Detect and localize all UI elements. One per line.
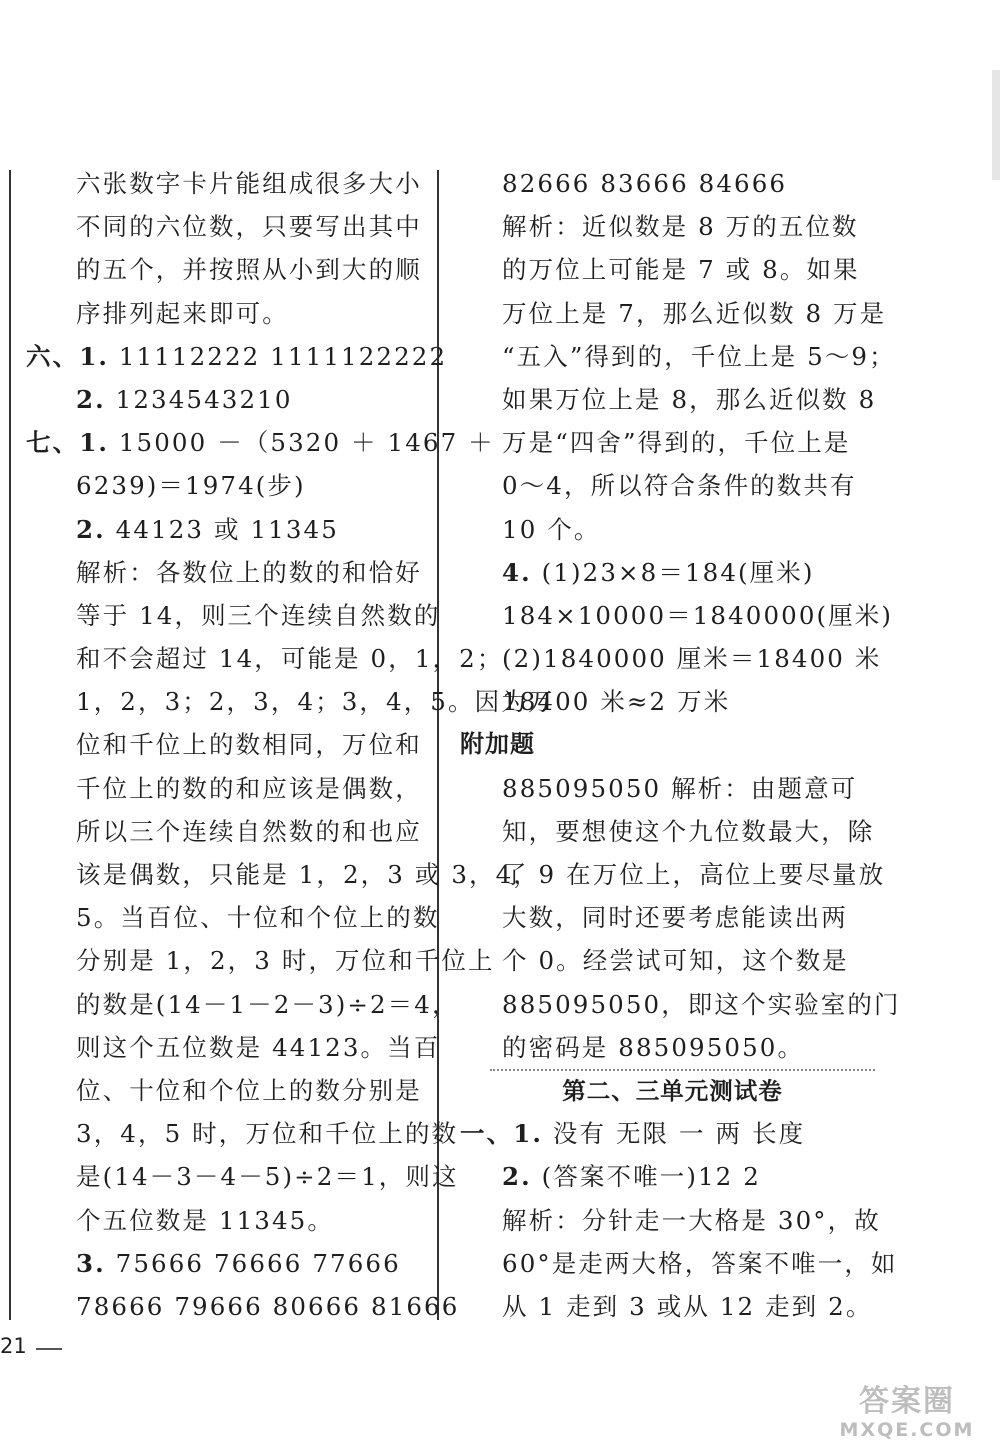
answer-line: 大数，同时还要考虑能读出两 <box>502 903 848 933</box>
answer-line: 的五个，并按照从小到大的顺 <box>76 255 422 285</box>
answer-text: 没有 无限 一 两 长度 <box>542 1119 806 1149</box>
answer-line: 0～4，所以符合条件的数共有 <box>502 471 857 501</box>
answer-line: 的密码是 885095050。 <box>502 1032 805 1062</box>
answer-line <box>26 508 426 551</box>
question-number: 2. <box>76 384 106 414</box>
answer-line: 知，要想使这个九位数最大，除 <box>502 816 875 846</box>
answer-line: 885095050 解析：由题意可 <box>502 773 858 803</box>
answer-line <box>460 551 865 594</box>
question-number: 六、1. <box>26 341 109 371</box>
question-number: 一、1. <box>460 1119 543 1149</box>
answer-line <box>26 421 495 464</box>
page-edge-mark <box>992 70 1000 180</box>
answer-line: 万位上是 7，那么近似数 8 万是 <box>502 298 887 328</box>
question-number: 4. <box>502 557 532 587</box>
question-number: 2. <box>502 1162 532 1192</box>
answer-line: 10 个。 <box>502 514 601 544</box>
right-column <box>460 162 901 1328</box>
answer-line: 分别是 1，2，3 时，万位和千位上 <box>76 946 495 976</box>
answer-line: 六张数字卡片能组成很多大小 <box>76 169 422 198</box>
answer-line: 78666 79666 80666 81666 <box>76 1291 460 1321</box>
answer-line: 千位上的数的和应该是偶数， <box>76 773 422 803</box>
answer-line: (2)1840000 厘米＝18400 米 <box>502 644 882 674</box>
answer-line: 个 0。经尝试可知，这个数是 <box>502 946 849 976</box>
answer-line: 82666 83666 84666 <box>502 169 788 198</box>
answer-text: 1234543210 <box>105 384 293 414</box>
page-number-dash <box>36 1348 62 1350</box>
answer-text: 75666 76666 77666 <box>105 1248 401 1278</box>
answer-text: 44123 或 11345 <box>105 514 339 544</box>
answer-line: 了 9 在万位上，高位上要尽量放 <box>502 860 886 889</box>
answer-text: 11112222 1111122222 <box>108 341 448 371</box>
answer-line: 从 1 走到 3 或从 12 走到 2。 <box>502 1291 873 1321</box>
answer-line: 3，4，5 时，万位和千位上的数 <box>76 1119 459 1149</box>
answer-line: 6239)＝1974(步) <box>76 471 306 501</box>
answer-line: 60°是走两大格，答案不唯一，如 <box>502 1248 898 1278</box>
page-number: 21 <box>0 1334 27 1358</box>
question-number: 3. <box>76 1248 106 1278</box>
unit-title: 第二、三单元测试卷 <box>562 1076 783 1105</box>
watermark-logo <box>822 1385 992 1445</box>
answer-line: 所以三个连续自然数的和也应 <box>76 816 422 846</box>
answer-line: 18400 米≈2 万米 <box>502 687 731 717</box>
answer-line: 不同的六位数，只要写出其中 <box>76 212 422 242</box>
answer-line: 的数是(14－1－2－3)÷2＝4， <box>76 989 459 1019</box>
question-number: 2. <box>76 514 106 544</box>
answer-line: 位、十位和个位上的数分别是 <box>76 1075 422 1105</box>
answer-line: 该是偶数，只能是 1，2，3 或 3，4， <box>76 860 540 889</box>
answer-text: (答案不唯一)12 2 <box>531 1162 761 1192</box>
answer-text: 15000 －（5320 ＋ 1467 ＋ <box>108 428 495 458</box>
answer-line: 5。当百位、十位和个位上的数 <box>76 903 440 933</box>
answer-line: 则这个五位数是 44123。当百 <box>76 1032 441 1062</box>
answer-line: 解析：分针走一大格是 30°，故 <box>502 1205 881 1235</box>
answer-line: 的万位上可能是 7 或 8。如果 <box>502 255 860 285</box>
answer-line <box>460 1155 865 1198</box>
left-margin-rule <box>9 170 11 1320</box>
answer-line: 是(14－3－4－5)÷2＝1，则这 <box>76 1162 459 1192</box>
answer-line: 184×10000＝1840000(厘米) <box>502 600 894 630</box>
answer-line: 个五位数是 11345。 <box>76 1205 334 1235</box>
answer-line <box>26 1242 426 1285</box>
answer-line: 位和千位上的数相同，万位和 <box>76 730 422 760</box>
answer-line: 万是“四舍”得到的，千位上是 <box>502 428 851 458</box>
watermark-bottom-text: MXQE.COM <box>839 1419 975 1441</box>
answer-line: 1，2，3；2，3，4；3，4，5。因为万 <box>76 687 555 717</box>
answer-line: 如果万位上是 8，那么近似数 8 <box>502 384 877 414</box>
answer-line: 885095050，即这个实验室的门 <box>502 989 901 1019</box>
answer-text: (1)23×8＝184(厘米) <box>531 557 815 587</box>
answer-line: 和不会超过 14，可能是 0，1，2； <box>76 644 504 674</box>
answer-line: 解析：近似数是 8 万的五位数 <box>502 212 859 242</box>
dotted-separator <box>490 1069 875 1071</box>
answer-line: 等于 14，则三个连续自然数的 <box>76 600 441 630</box>
answer-line <box>26 335 448 378</box>
watermark-top-text: 答案圈 <box>859 1384 955 1419</box>
answer-line: 解析：各数位上的数的和恰好 <box>76 557 422 587</box>
answer-line <box>26 378 426 421</box>
answer-line <box>460 1112 865 1155</box>
answer-line: “五入”得到的，千位上是 5～9； <box>502 341 896 371</box>
question-number: 七、1. <box>26 428 109 458</box>
unit-heading <box>460 1069 865 1112</box>
answer-line: 序排列起来即可。 <box>76 298 289 328</box>
section-heading: 附加题 <box>460 730 535 759</box>
